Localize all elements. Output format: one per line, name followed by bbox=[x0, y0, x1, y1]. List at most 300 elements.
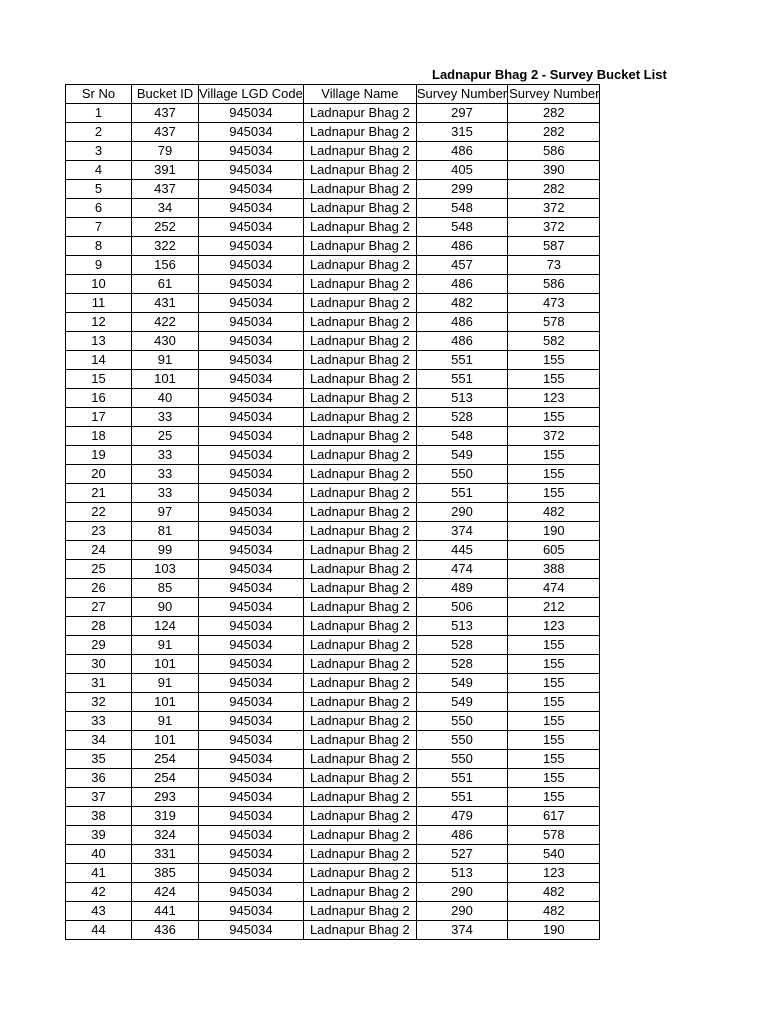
cell-bucket-id[interactable]: 85 bbox=[132, 579, 199, 598]
table-row bbox=[66, 180, 600, 199]
cell-survey-number-2[interactable]: 155 bbox=[508, 750, 600, 769]
cell-bucket-id[interactable]: 319 bbox=[132, 807, 199, 826]
cell-village-name[interactable]: Ladnapur Bhag 2 bbox=[303, 845, 416, 864]
cell-village-lgd-code[interactable]: 945034 bbox=[199, 237, 304, 256]
cell-bucket-id[interactable]: 34 bbox=[132, 199, 199, 218]
cell-village-lgd-code[interactable]: 945034 bbox=[199, 636, 304, 655]
cell-village-lgd-code[interactable]: 945034 bbox=[199, 883, 304, 902]
cell-village-lgd-code[interactable]: 945034 bbox=[199, 826, 304, 845]
cell-sr-no[interactable]: 7 bbox=[66, 218, 132, 237]
cell-sr-no[interactable]: 25 bbox=[66, 560, 132, 579]
cell-survey-number-2[interactable]: 155 bbox=[508, 674, 600, 693]
cell-village-name[interactable]: Ladnapur Bhag 2 bbox=[303, 617, 416, 636]
cell-survey-number-1[interactable]: 374 bbox=[416, 921, 507, 940]
cell-village-name[interactable]: Ladnapur Bhag 2 bbox=[303, 807, 416, 826]
cell-village-name[interactable]: Ladnapur Bhag 2 bbox=[303, 294, 416, 313]
cell-survey-number-2[interactable]: 155 bbox=[508, 370, 600, 389]
cell-sr-no[interactable]: 14 bbox=[66, 351, 132, 370]
cell-bucket-id[interactable]: 61 bbox=[132, 275, 199, 294]
cell-survey-number-2[interactable]: 155 bbox=[508, 712, 600, 731]
cell-survey-number-1[interactable]: 486 bbox=[416, 826, 507, 845]
cell-bucket-id[interactable]: 81 bbox=[132, 522, 199, 541]
cell-bucket-id[interactable]: 33 bbox=[132, 408, 199, 427]
cell-survey-number-2[interactable]: 617 bbox=[508, 807, 600, 826]
cell-village-name[interactable]: Ladnapur Bhag 2 bbox=[303, 522, 416, 541]
cell-village-name[interactable]: Ladnapur Bhag 2 bbox=[303, 427, 416, 446]
cell-bucket-id[interactable]: 91 bbox=[132, 636, 199, 655]
cell-village-lgd-code[interactable]: 945034 bbox=[199, 522, 304, 541]
sheet-title: Ladnapur Bhag 2 - Survey Bucket List bbox=[432, 67, 667, 82]
cell-village-name[interactable]: Ladnapur Bhag 2 bbox=[303, 275, 416, 294]
cell-bucket-id[interactable]: 101 bbox=[132, 655, 199, 674]
cell-sr-no[interactable]: 10 bbox=[66, 275, 132, 294]
table-row bbox=[66, 560, 600, 579]
table-row bbox=[66, 655, 600, 674]
table-row bbox=[66, 389, 600, 408]
cell-survey-number-2[interactable]: 155 bbox=[508, 351, 600, 370]
cell-survey-number-2[interactable]: 540 bbox=[508, 845, 600, 864]
cell-village-lgd-code[interactable]: 945034 bbox=[199, 712, 304, 731]
cell-survey-number-2[interactable]: 190 bbox=[508, 522, 600, 541]
cell-survey-number-1[interactable]: 486 bbox=[416, 332, 507, 351]
cell-village-name[interactable]: Ladnapur Bhag 2 bbox=[303, 465, 416, 484]
cell-sr-no[interactable]: 26 bbox=[66, 579, 132, 598]
cell-bucket-id[interactable]: 124 bbox=[132, 617, 199, 636]
header-survey-number-2[interactable]: Survey Number bbox=[508, 85, 600, 104]
cell-village-name[interactable]: Ladnapur Bhag 2 bbox=[303, 541, 416, 560]
cell-survey-number-2[interactable]: 155 bbox=[508, 788, 600, 807]
cell-survey-number-1[interactable]: 550 bbox=[416, 750, 507, 769]
cell-survey-number-2[interactable]: 123 bbox=[508, 617, 600, 636]
cell-village-name[interactable]: Ladnapur Bhag 2 bbox=[303, 351, 416, 370]
cell-survey-number-1[interactable]: 315 bbox=[416, 123, 507, 142]
cell-survey-number-1[interactable]: 290 bbox=[416, 902, 507, 921]
cell-survey-number-1[interactable]: 551 bbox=[416, 351, 507, 370]
cell-bucket-id[interactable]: 91 bbox=[132, 712, 199, 731]
cell-village-name[interactable]: Ladnapur Bhag 2 bbox=[303, 237, 416, 256]
table-body bbox=[66, 104, 600, 940]
cell-bucket-id[interactable]: 90 bbox=[132, 598, 199, 617]
table-row bbox=[66, 408, 600, 427]
cell-sr-no[interactable]: 44 bbox=[66, 921, 132, 940]
cell-sr-no[interactable]: 12 bbox=[66, 313, 132, 332]
cell-sr-no[interactable]: 19 bbox=[66, 446, 132, 465]
cell-bucket-id[interactable]: 431 bbox=[132, 294, 199, 313]
cell-sr-no[interactable]: 5 bbox=[66, 180, 132, 199]
table-row bbox=[66, 332, 600, 351]
cell-village-name[interactable]: Ladnapur Bhag 2 bbox=[303, 769, 416, 788]
cell-village-lgd-code[interactable]: 945034 bbox=[199, 769, 304, 788]
cell-village-name[interactable]: Ladnapur Bhag 2 bbox=[303, 218, 416, 237]
cell-bucket-id[interactable]: 156 bbox=[132, 256, 199, 275]
cell-bucket-id[interactable]: 79 bbox=[132, 142, 199, 161]
cell-sr-no[interactable]: 2 bbox=[66, 123, 132, 142]
cell-survey-number-2[interactable]: 155 bbox=[508, 731, 600, 750]
cell-sr-no[interactable]: 24 bbox=[66, 541, 132, 560]
cell-sr-no[interactable]: 16 bbox=[66, 389, 132, 408]
cell-survey-number-2[interactable]: 123 bbox=[508, 864, 600, 883]
cell-bucket-id[interactable]: 441 bbox=[132, 902, 199, 921]
cell-survey-number-1[interactable]: 489 bbox=[416, 579, 507, 598]
cell-survey-number-1[interactable]: 548 bbox=[416, 218, 507, 237]
cell-survey-number-2[interactable]: 482 bbox=[508, 883, 600, 902]
cell-survey-number-1[interactable]: 374 bbox=[416, 522, 507, 541]
cell-survey-number-2[interactable]: 586 bbox=[508, 142, 600, 161]
cell-survey-number-2[interactable]: 582 bbox=[508, 332, 600, 351]
cell-survey-number-1[interactable]: 551 bbox=[416, 769, 507, 788]
cell-survey-number-1[interactable]: 548 bbox=[416, 199, 507, 218]
cell-bucket-id[interactable]: 33 bbox=[132, 465, 199, 484]
cell-survey-number-2[interactable]: 390 bbox=[508, 161, 600, 180]
cell-survey-number-1[interactable]: 550 bbox=[416, 731, 507, 750]
header-bucket-id[interactable]: Bucket ID bbox=[132, 85, 199, 104]
cell-village-lgd-code[interactable]: 945034 bbox=[199, 750, 304, 769]
cell-survey-number-1[interactable]: 513 bbox=[416, 864, 507, 883]
cell-survey-number-1[interactable]: 290 bbox=[416, 883, 507, 902]
cell-sr-no[interactable]: 42 bbox=[66, 883, 132, 902]
cell-sr-no[interactable]: 11 bbox=[66, 294, 132, 313]
cell-survey-number-2[interactable]: 282 bbox=[508, 180, 600, 199]
cell-survey-number-1[interactable]: 486 bbox=[416, 142, 507, 161]
table-row bbox=[66, 674, 600, 693]
cell-bucket-id[interactable]: 437 bbox=[132, 180, 199, 199]
table-row bbox=[66, 598, 600, 617]
cell-village-name[interactable]: Ladnapur Bhag 2 bbox=[303, 826, 416, 845]
cell-survey-number-1[interactable]: 513 bbox=[416, 617, 507, 636]
cell-sr-no[interactable]: 8 bbox=[66, 237, 132, 256]
cell-sr-no[interactable]: 33 bbox=[66, 712, 132, 731]
cell-bucket-id[interactable]: 97 bbox=[132, 503, 199, 522]
header-sr-no[interactable]: Sr No bbox=[66, 85, 132, 104]
table-row bbox=[66, 370, 600, 389]
cell-survey-number-2[interactable]: 586 bbox=[508, 275, 600, 294]
cell-sr-no[interactable]: 34 bbox=[66, 731, 132, 750]
cell-survey-number-2[interactable]: 282 bbox=[508, 123, 600, 142]
cell-survey-number-2[interactable]: 155 bbox=[508, 484, 600, 503]
cell-sr-no[interactable]: 27 bbox=[66, 598, 132, 617]
cell-survey-number-2[interactable]: 605 bbox=[508, 541, 600, 560]
cell-bucket-id[interactable]: 293 bbox=[132, 788, 199, 807]
cell-survey-number-2[interactable]: 372 bbox=[508, 199, 600, 218]
cell-sr-no[interactable]: 23 bbox=[66, 522, 132, 541]
table-row bbox=[66, 294, 600, 313]
cell-sr-no[interactable]: 39 bbox=[66, 826, 132, 845]
cell-village-lgd-code[interactable]: 945034 bbox=[199, 408, 304, 427]
cell-village-lgd-code[interactable]: 945034 bbox=[199, 921, 304, 940]
cell-village-name[interactable]: Ladnapur Bhag 2 bbox=[303, 655, 416, 674]
cell-village-lgd-code[interactable]: 945034 bbox=[199, 180, 304, 199]
cell-village-lgd-code[interactable]: 945034 bbox=[199, 674, 304, 693]
cell-survey-number-2[interactable]: 123 bbox=[508, 389, 600, 408]
cell-village-lgd-code[interactable]: 945034 bbox=[199, 161, 304, 180]
cell-bucket-id[interactable]: 422 bbox=[132, 313, 199, 332]
cell-village-lgd-code[interactable]: 945034 bbox=[199, 332, 304, 351]
table-row bbox=[66, 617, 600, 636]
cell-village-name[interactable]: Ladnapur Bhag 2 bbox=[303, 674, 416, 693]
cell-survey-number-1[interactable]: 527 bbox=[416, 845, 507, 864]
cell-village-lgd-code[interactable]: 945034 bbox=[199, 123, 304, 142]
cell-sr-no[interactable]: 35 bbox=[66, 750, 132, 769]
cell-village-name[interactable]: Ladnapur Bhag 2 bbox=[303, 123, 416, 142]
table-row bbox=[66, 465, 600, 484]
cell-village-lgd-code[interactable]: 945034 bbox=[199, 142, 304, 161]
cell-village-lgd-code[interactable]: 945034 bbox=[199, 294, 304, 313]
cell-village-name[interactable]: Ladnapur Bhag 2 bbox=[303, 598, 416, 617]
cell-survey-number-2[interactable]: 372 bbox=[508, 427, 600, 446]
cell-survey-number-1[interactable]: 479 bbox=[416, 807, 507, 826]
table-row bbox=[66, 237, 600, 256]
header-village-name[interactable]: Village Name bbox=[303, 85, 416, 104]
cell-village-lgd-code[interactable]: 945034 bbox=[199, 104, 304, 123]
cell-bucket-id[interactable]: 91 bbox=[132, 674, 199, 693]
cell-survey-number-2[interactable]: 282 bbox=[508, 104, 600, 123]
cell-village-lgd-code[interactable]: 945034 bbox=[199, 218, 304, 237]
cell-survey-number-1[interactable]: 550 bbox=[416, 712, 507, 731]
cell-village-name[interactable]: Ladnapur Bhag 2 bbox=[303, 389, 416, 408]
cell-survey-number-2[interactable]: 473 bbox=[508, 294, 600, 313]
cell-village-name[interactable]: Ladnapur Bhag 2 bbox=[303, 921, 416, 940]
cell-survey-number-1[interactable]: 549 bbox=[416, 446, 507, 465]
cell-survey-number-2[interactable]: 474 bbox=[508, 579, 600, 598]
cell-village-name[interactable]: Ladnapur Bhag 2 bbox=[303, 731, 416, 750]
cell-bucket-id[interactable]: 424 bbox=[132, 883, 199, 902]
cell-village-lgd-code[interactable]: 945034 bbox=[199, 427, 304, 446]
cell-village-name[interactable]: Ladnapur Bhag 2 bbox=[303, 902, 416, 921]
cell-village-lgd-code[interactable]: 945034 bbox=[199, 313, 304, 332]
cell-village-lgd-code[interactable]: 945034 bbox=[199, 617, 304, 636]
cell-survey-number-1[interactable]: 486 bbox=[416, 313, 507, 332]
cell-village-lgd-code[interactable]: 945034 bbox=[199, 256, 304, 275]
cell-sr-no[interactable]: 13 bbox=[66, 332, 132, 351]
cell-survey-number-1[interactable]: 405 bbox=[416, 161, 507, 180]
cell-bucket-id[interactable]: 101 bbox=[132, 731, 199, 750]
cell-village-lgd-code[interactable]: 945034 bbox=[199, 902, 304, 921]
cell-survey-number-1[interactable]: 482 bbox=[416, 294, 507, 313]
cell-village-lgd-code[interactable]: 945034 bbox=[199, 598, 304, 617]
cell-village-lgd-code[interactable]: 945034 bbox=[199, 275, 304, 294]
table-row bbox=[66, 313, 600, 332]
table-row bbox=[66, 864, 600, 883]
cell-sr-no[interactable]: 15 bbox=[66, 370, 132, 389]
cell-bucket-id[interactable]: 99 bbox=[132, 541, 199, 560]
table-row bbox=[66, 921, 600, 940]
cell-village-name[interactable]: Ladnapur Bhag 2 bbox=[303, 883, 416, 902]
cell-survey-number-1[interactable]: 486 bbox=[416, 275, 507, 294]
cell-village-lgd-code[interactable]: 945034 bbox=[199, 199, 304, 218]
cell-village-name[interactable]: Ladnapur Bhag 2 bbox=[303, 332, 416, 351]
cell-sr-no[interactable]: 17 bbox=[66, 408, 132, 427]
cell-village-lgd-code[interactable]: 945034 bbox=[199, 541, 304, 560]
cell-survey-number-1[interactable]: 548 bbox=[416, 427, 507, 446]
cell-village-lgd-code[interactable]: 945034 bbox=[199, 370, 304, 389]
cell-survey-number-1[interactable]: 457 bbox=[416, 256, 507, 275]
cell-sr-no[interactable]: 36 bbox=[66, 769, 132, 788]
cell-survey-number-1[interactable]: 486 bbox=[416, 237, 507, 256]
cell-bucket-id[interactable]: 33 bbox=[132, 484, 199, 503]
header-survey-number-1[interactable]: Survey Number bbox=[416, 85, 507, 104]
table-row bbox=[66, 142, 600, 161]
cell-survey-number-2[interactable]: 155 bbox=[508, 465, 600, 484]
cell-village-lgd-code[interactable]: 945034 bbox=[199, 655, 304, 674]
cell-survey-number-2[interactable]: 578 bbox=[508, 826, 600, 845]
table-row bbox=[66, 826, 600, 845]
cell-bucket-id[interactable]: 385 bbox=[132, 864, 199, 883]
cell-survey-number-1[interactable]: 528 bbox=[416, 655, 507, 674]
cell-survey-number-2[interactable]: 155 bbox=[508, 693, 600, 712]
cell-village-lgd-code[interactable]: 945034 bbox=[199, 788, 304, 807]
cell-village-name[interactable]: Ladnapur Bhag 2 bbox=[303, 484, 416, 503]
cell-survey-number-1[interactable]: 528 bbox=[416, 408, 507, 427]
cell-bucket-id[interactable]: 25 bbox=[132, 427, 199, 446]
table-row bbox=[66, 123, 600, 142]
cell-village-lgd-code[interactable]: 945034 bbox=[199, 503, 304, 522]
cell-survey-number-1[interactable]: 549 bbox=[416, 674, 507, 693]
cell-sr-no[interactable]: 32 bbox=[66, 693, 132, 712]
cell-sr-no[interactable]: 9 bbox=[66, 256, 132, 275]
cell-bucket-id[interactable]: 437 bbox=[132, 104, 199, 123]
table-row bbox=[66, 883, 600, 902]
survey-table bbox=[65, 84, 600, 940]
cell-village-lgd-code[interactable]: 945034 bbox=[199, 731, 304, 750]
cell-sr-no[interactable]: 21 bbox=[66, 484, 132, 503]
cell-village-lgd-code[interactable]: 945034 bbox=[199, 560, 304, 579]
cell-survey-number-2[interactable]: 578 bbox=[508, 313, 600, 332]
cell-bucket-id[interactable]: 101 bbox=[132, 693, 199, 712]
cell-survey-number-2[interactable]: 155 bbox=[508, 408, 600, 427]
cell-survey-number-2[interactable]: 155 bbox=[508, 769, 600, 788]
cell-survey-number-2[interactable]: 155 bbox=[508, 655, 600, 674]
cell-bucket-id[interactable]: 103 bbox=[132, 560, 199, 579]
cell-sr-no[interactable]: 28 bbox=[66, 617, 132, 636]
cell-survey-number-1[interactable]: 506 bbox=[416, 598, 507, 617]
cell-survey-number-1[interactable]: 513 bbox=[416, 389, 507, 408]
cell-village-name[interactable]: Ladnapur Bhag 2 bbox=[303, 161, 416, 180]
cell-sr-no[interactable]: 37 bbox=[66, 788, 132, 807]
table-row bbox=[66, 636, 600, 655]
table-row bbox=[66, 503, 600, 522]
cell-village-name[interactable]: Ladnapur Bhag 2 bbox=[303, 408, 416, 427]
cell-sr-no[interactable]: 30 bbox=[66, 655, 132, 674]
cell-survey-number-1[interactable]: 551 bbox=[416, 484, 507, 503]
cell-sr-no[interactable]: 43 bbox=[66, 902, 132, 921]
cell-village-lgd-code[interactable]: 945034 bbox=[199, 446, 304, 465]
cell-survey-number-1[interactable]: 549 bbox=[416, 693, 507, 712]
cell-bucket-id[interactable]: 254 bbox=[132, 750, 199, 769]
cell-bucket-id[interactable]: 437 bbox=[132, 123, 199, 142]
cell-bucket-id[interactable]: 322 bbox=[132, 237, 199, 256]
cell-sr-no[interactable]: 6 bbox=[66, 199, 132, 218]
cell-survey-number-1[interactable]: 297 bbox=[416, 104, 507, 123]
cell-survey-number-2[interactable]: 190 bbox=[508, 921, 600, 940]
cell-sr-no[interactable]: 40 bbox=[66, 845, 132, 864]
cell-village-name[interactable]: Ladnapur Bhag 2 bbox=[303, 579, 416, 598]
cell-survey-number-1[interactable]: 474 bbox=[416, 560, 507, 579]
cell-sr-no[interactable]: 29 bbox=[66, 636, 132, 655]
cell-sr-no[interactable]: 31 bbox=[66, 674, 132, 693]
cell-village-name[interactable]: Ladnapur Bhag 2 bbox=[303, 142, 416, 161]
table-row bbox=[66, 769, 600, 788]
cell-bucket-id[interactable]: 101 bbox=[132, 370, 199, 389]
cell-village-name[interactable]: Ladnapur Bhag 2 bbox=[303, 256, 416, 275]
cell-survey-number-1[interactable]: 551 bbox=[416, 788, 507, 807]
cell-village-lgd-code[interactable]: 945034 bbox=[199, 864, 304, 883]
cell-sr-no[interactable]: 38 bbox=[66, 807, 132, 826]
cell-village-lgd-code[interactable]: 945034 bbox=[199, 693, 304, 712]
cell-bucket-id[interactable]: 331 bbox=[132, 845, 199, 864]
cell-sr-no[interactable]: 18 bbox=[66, 427, 132, 446]
cell-bucket-id[interactable]: 40 bbox=[132, 389, 199, 408]
cell-village-name[interactable]: Ladnapur Bhag 2 bbox=[303, 712, 416, 731]
cell-bucket-id[interactable]: 33 bbox=[132, 446, 199, 465]
cell-village-name[interactable]: Ladnapur Bhag 2 bbox=[303, 560, 416, 579]
table-row bbox=[66, 845, 600, 864]
cell-sr-no[interactable]: 1 bbox=[66, 104, 132, 123]
cell-village-name[interactable]: Ladnapur Bhag 2 bbox=[303, 503, 416, 522]
cell-village-lgd-code[interactable]: 945034 bbox=[199, 845, 304, 864]
cell-village-name[interactable]: Ladnapur Bhag 2 bbox=[303, 199, 416, 218]
cell-sr-no[interactable]: 41 bbox=[66, 864, 132, 883]
cell-survey-number-1[interactable]: 551 bbox=[416, 370, 507, 389]
cell-village-name[interactable]: Ladnapur Bhag 2 bbox=[303, 864, 416, 883]
cell-bucket-id[interactable]: 430 bbox=[132, 332, 199, 351]
cell-sr-no[interactable]: 4 bbox=[66, 161, 132, 180]
cell-survey-number-1[interactable]: 299 bbox=[416, 180, 507, 199]
cell-bucket-id[interactable]: 254 bbox=[132, 769, 199, 788]
cell-survey-number-2[interactable]: 212 bbox=[508, 598, 600, 617]
table-row bbox=[66, 256, 600, 275]
cell-village-name[interactable]: Ladnapur Bhag 2 bbox=[303, 693, 416, 712]
cell-village-lgd-code[interactable]: 945034 bbox=[199, 579, 304, 598]
cell-village-lgd-code[interactable]: 945034 bbox=[199, 465, 304, 484]
cell-survey-number-2[interactable]: 482 bbox=[508, 503, 600, 522]
cell-village-lgd-code[interactable]: 945034 bbox=[199, 484, 304, 503]
cell-bucket-id[interactable]: 436 bbox=[132, 921, 199, 940]
cell-village-lgd-code[interactable]: 945034 bbox=[199, 389, 304, 408]
cell-survey-number-1[interactable]: 445 bbox=[416, 541, 507, 560]
cell-survey-number-2[interactable]: 155 bbox=[508, 446, 600, 465]
cell-village-name[interactable]: Ladnapur Bhag 2 bbox=[303, 104, 416, 123]
cell-bucket-id[interactable]: 91 bbox=[132, 351, 199, 370]
cell-survey-number-2[interactable]: 388 bbox=[508, 560, 600, 579]
table-row bbox=[66, 522, 600, 541]
cell-village-name[interactable]: Ladnapur Bhag 2 bbox=[303, 788, 416, 807]
cell-village-lgd-code[interactable]: 945034 bbox=[199, 351, 304, 370]
cell-survey-number-2[interactable]: 155 bbox=[508, 636, 600, 655]
cell-village-name[interactable]: Ladnapur Bhag 2 bbox=[303, 370, 416, 389]
table-row bbox=[66, 902, 600, 921]
cell-survey-number-1[interactable]: 290 bbox=[416, 503, 507, 522]
cell-survey-number-2[interactable]: 587 bbox=[508, 237, 600, 256]
cell-survey-number-2[interactable]: 73 bbox=[508, 256, 600, 275]
cell-survey-number-2[interactable]: 372 bbox=[508, 218, 600, 237]
cell-village-name[interactable]: Ladnapur Bhag 2 bbox=[303, 313, 416, 332]
cell-survey-number-1[interactable]: 550 bbox=[416, 465, 507, 484]
cell-village-name[interactable]: Ladnapur Bhag 2 bbox=[303, 446, 416, 465]
cell-bucket-id[interactable]: 252 bbox=[132, 218, 199, 237]
cell-sr-no[interactable]: 22 bbox=[66, 503, 132, 522]
cell-bucket-id[interactable]: 324 bbox=[132, 826, 199, 845]
cell-sr-no[interactable]: 20 bbox=[66, 465, 132, 484]
cell-village-name[interactable]: Ladnapur Bhag 2 bbox=[303, 636, 416, 655]
cell-bucket-id[interactable]: 391 bbox=[132, 161, 199, 180]
cell-village-name[interactable]: Ladnapur Bhag 2 bbox=[303, 750, 416, 769]
cell-survey-number-1[interactable]: 528 bbox=[416, 636, 507, 655]
cell-survey-number-2[interactable]: 482 bbox=[508, 902, 600, 921]
cell-village-lgd-code[interactable]: 945034 bbox=[199, 807, 304, 826]
cell-sr-no[interactable]: 3 bbox=[66, 142, 132, 161]
cell-village-name[interactable]: Ladnapur Bhag 2 bbox=[303, 180, 416, 199]
header-village-lgd-code[interactable]: Village LGD Code bbox=[199, 85, 304, 104]
